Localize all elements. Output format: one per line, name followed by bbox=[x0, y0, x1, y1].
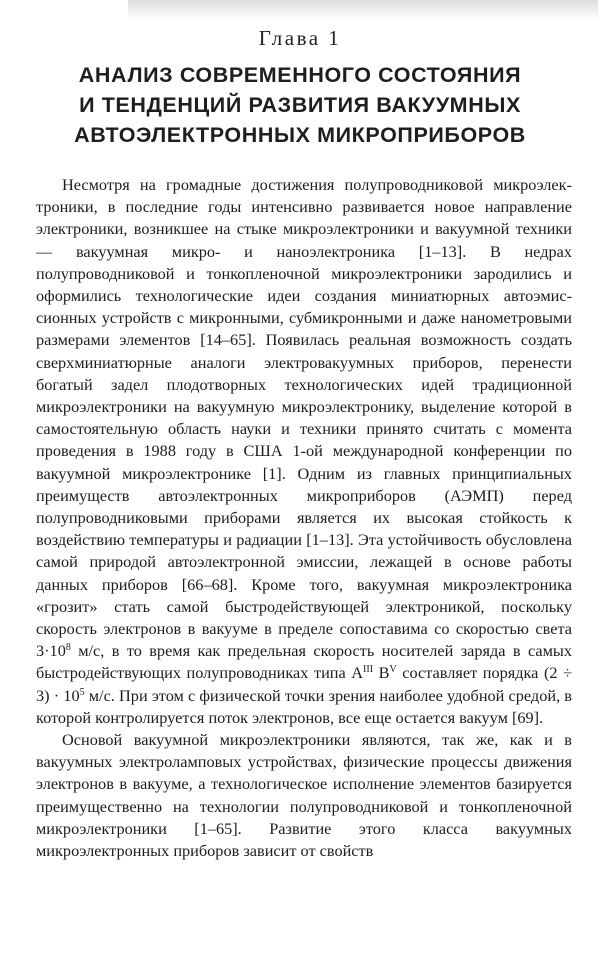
exponent-8: 8 bbox=[65, 642, 71, 654]
paragraph-1-text-d: составляет порядка (2 ÷ 3) · 10 bbox=[36, 663, 573, 705]
exponent-5: 5 bbox=[79, 686, 85, 698]
paragraph-1-text-e: м/с. При этом с физической точки зрения наиболее удобной средой, в которой контролируется поток электронов, все еще остается вакуум [69]. bbox=[36, 685, 572, 727]
paragraph-1-text-c: B bbox=[373, 663, 390, 683]
chapter-label: Глава 1 bbox=[258, 26, 342, 50]
paragraph-1-text-b: м/с, в то время как предельная скорость носителей заряда в самых быстродействующих полупроводниках типа A bbox=[36, 641, 572, 683]
body-text bbox=[36, 174, 572, 862]
chapter-title bbox=[40, 60, 560, 150]
chapter-title-line-3: АВТОЭЛЕКТРОННЫХ МИКРОПРИБОРОВ bbox=[74, 123, 526, 147]
paragraph-2: Основой вакуумной микроэлектроники являются, так же, как и в вакуумных электроламповых устройствах, физические процессы движения электронов в вакууме, а технологическое исполнение элементов базируется преимущественно на технологии полупроводниковой и тонкопленочной микроэлектроники [1–65]. Развитие этого класса вакуумных микроэлектронных приборов зависит от свойств bbox=[36, 730, 572, 861]
chapter-title-line-2: И ТЕНДЕНЦИЙ РАЗВИТИЯ ВАКУУМНЫХ bbox=[79, 93, 521, 117]
exponent-iii: III bbox=[363, 664, 374, 676]
paragraph-1 bbox=[36, 174, 572, 729]
chapter-title-line-1: АНАЛИЗ СОВРЕМЕННОГО СОСТОЯНИЯ bbox=[78, 63, 522, 87]
paragraph-1-text-a: Несмотря на громадные достижения полупроводниковой микроэлектроники, в последние годы интенсивно развивается новое направление электроники, возникшее на стыке микроэлектроники и вакуумной техники — вакуумная микро- и наноэлектроника [1–13]. В недрах полупроводниковой и тонкопленочной микроэлектроники зародились и оформились технологические идеи создания миниатюрных автоэмиссионных устройств с микронными, субмикронными и даже нанометровыми размерами элементов [14–65]. Появилась реальная возможность создать сверхминиатюрные аналоги электровакуумных приборов, перенести богатый задел плодотворных технологических идей традиционной микроэлектроники на вакуумную микроэлектронику, выделение которой в самостоятельную область науки и техники принято считать с момента проведения в 1988 году в США 1-ой международной конференции по вакуумной микроэлектронике [1]. Одним из главных принципиальных преимуществ автоэлектронных микроприборов (АЭМП) перед полупроводниковыми приборами является их высокая стойкость к воздействию температуры и радиации [1–13]. Эта устойчивость обусловлена самой природой автоэлектронной эмиссии, лежащей в основе работы данных приборов [66–68]. Кроме того, вакуумная микроэлектроника «грозит» стать самой быстродействующей электроникой, поскольку скорость электронов в вакууме в пределе сопоставима со скоростью света 3·10 bbox=[36, 175, 572, 661]
previous-page-bleed-through bbox=[128, 0, 598, 20]
exponent-v: V bbox=[389, 664, 397, 676]
